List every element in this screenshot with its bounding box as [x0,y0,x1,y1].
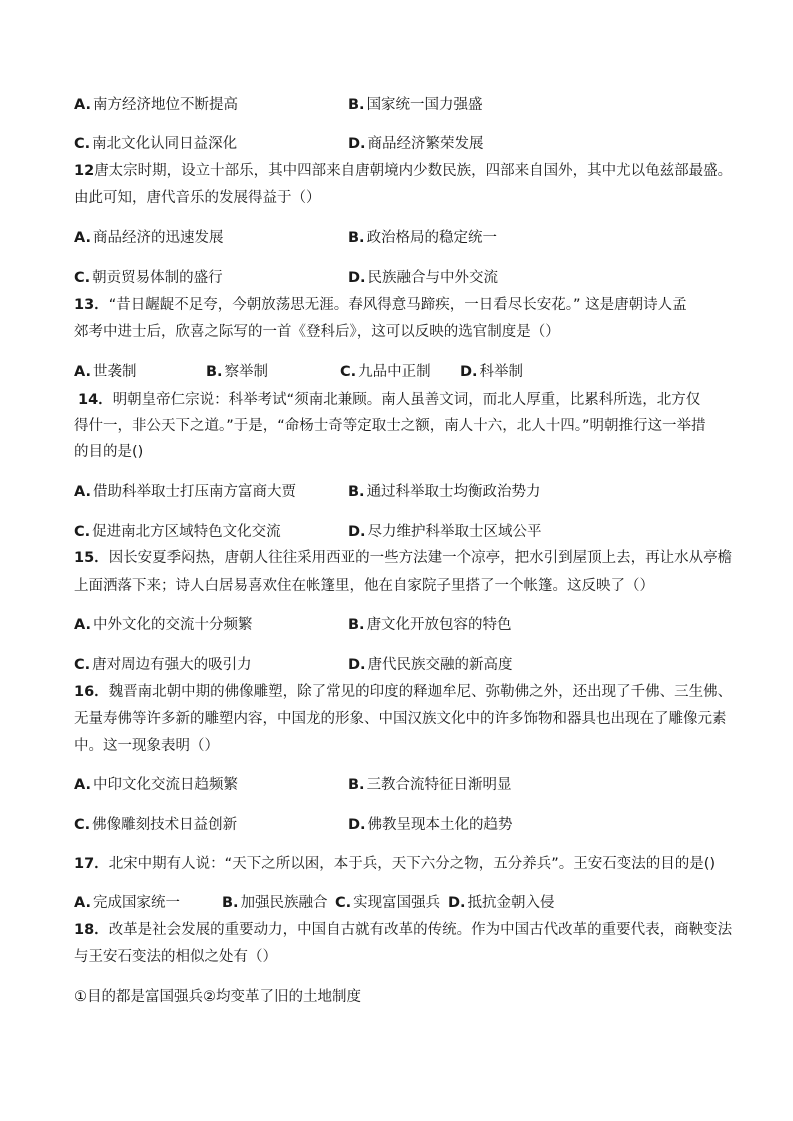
q16-option-c [74,815,237,835]
option-text: 加强民族融合 [240,895,328,911]
question-text: 因长安夏季闷热，唐朝人往往采用西亚的一些方法建一个凉亭，把水引到屋顶上去，再让水从亭檐 [108,550,733,566]
q15-option-d [348,655,513,675]
q14-option-d [348,522,542,542]
q16-option-d [348,815,513,835]
option-label: C. [340,364,357,380]
option-label: D. [448,895,466,911]
option-label: C. [335,895,352,911]
option-label: A. [74,617,91,633]
question-text: 改革是社会发展的重要动力，中国自古就有改革的传统。作为中国古代改革的重要代表，商鞅变法 [108,922,733,938]
option-text: 借助科举取士打压南方富商大贾 [93,484,296,500]
q18-stem-line2: 与王安石变法的相似之处有（） [74,949,277,965]
question-number: 14． [78,392,113,408]
option-text: 唐代民族交融的新高度 [367,657,513,673]
option-text: 商品经济的迅速发展 [93,230,224,246]
question-number: 17． [74,856,109,872]
q16-option-b [348,775,512,795]
q14-option-a [74,482,296,502]
option-text: 科举制 [479,364,524,380]
option-text: 实现富国强兵 [353,895,441,911]
q17-option-a [74,893,180,913]
q17-option-c [335,893,440,913]
q12-option-a [74,228,224,248]
q16-stem-line1 [74,682,732,702]
q13-stem-line1 [74,295,687,315]
q16-stem-line2: 无量寿佛等许多新的雕塑内容，中国龙的形象、中国汉族文化中的许多饰物和器具也出现在了雕像元素 [74,711,727,727]
option-label: A. [74,230,91,246]
option-text: 抵抗金朝入侵 [467,895,555,911]
question-number: 18． [74,922,109,938]
q14-stem-line1 [78,390,700,410]
option-text: 佛教呈现本土化的趋势 [367,817,513,833]
option-label: D. [348,817,366,833]
option-text: 朝贡贸易体制的盛行 [92,270,223,286]
q13-option-d [460,362,523,382]
q13-option-a [74,362,137,382]
option-label: B. [206,364,223,380]
question-number: 12 [74,163,95,179]
option-label: B. [348,777,365,793]
option-label: D. [460,364,478,380]
option-text: 九品中正制 [358,364,431,380]
q12-option-d [348,268,498,288]
option-label: B. [348,97,365,113]
option-text: 中外文化的交流十分频繁 [93,617,253,633]
question-number: 13． [74,297,109,313]
q17-option-b [222,893,328,913]
option-text: 南方经济地位不断提高 [93,97,238,113]
q15-stem-line2: 上面洒落下来；诗人白居易喜欢住在帐篷里，他在自家院子里搭了一个帐篷。这反映了（） [74,578,654,594]
option-text: 尽力维护科举取士区域公平 [367,524,542,540]
q11-option-a [74,95,238,115]
option-label: B. [348,484,365,500]
option-text: 商品经济繁荣发展 [367,136,484,152]
option-text: 民族融合与中外交流 [367,270,499,286]
option-text: 中印文化交流日趋频繁 [93,777,238,793]
q13-option-b [206,362,268,382]
option-label: A. [74,484,91,500]
option-text: 世袭制 [93,364,137,380]
q12-option-b [348,228,497,248]
q14-option-b [348,482,541,502]
option-text: 三教合流特征日渐明显 [366,777,512,793]
option-text: 完成国家统一 [93,895,180,911]
q11-option-c [74,134,237,154]
option-label: D. [348,657,366,673]
q11-option-d [348,134,484,154]
option-label: A. [74,895,91,911]
option-text: 察举制 [224,364,269,380]
q14-stem-line3: 的目的是() [74,444,144,460]
option-text: 政治格局的稳定统一 [366,230,498,246]
question-number: 16． [74,684,109,700]
option-label: A. [74,97,91,113]
q16-stem-line3: 中。这一现象表明（） [74,738,219,754]
q18-stem-line1 [74,920,732,940]
question-text: 明朝皇帝仁宗说：科举考试“须南北兼顾。南人虽善文词，而北人厚重，比累科所选，北方仅 [112,392,701,408]
option-label: C. [74,136,91,152]
option-text: 南北文化认同日益深化 [92,136,238,152]
question-text: “昔日龌龊不足夸，今朝放荡思无涯。春风得意马蹄疾，一日看尽长安花。” 这是唐朝诗人孟 [108,297,687,313]
question-text: 唐太宗时期，设立十部乐，其中四部来自唐朝境内少数民族，四部来自国外，其中尤以龟兹部最盛。 [94,163,733,179]
q14-option-c [74,522,281,542]
q17-option-d [448,893,555,913]
q15-option-b [348,615,512,635]
option-label: B. [222,895,239,911]
q18-statement-line: ①目的都是富国强兵②均变革了旧的土地制度 [74,989,361,1005]
option-label: C. [74,524,91,540]
q15-stem-line1 [74,548,732,568]
question-text: 北宋中期有人说：“天下之所以困，本于兵，天下六分之物，五分养兵”。王安石变法的目的是() [108,856,716,872]
option-text: 唐文化开放包容的特色 [366,617,512,633]
option-text: 佛像雕刻技术日益创新 [92,817,238,833]
q12-stem-line2: 由此可知，唐代音乐的发展得益于（） [74,190,321,206]
q11-option-b [348,95,483,115]
option-text: 通过科举取士均衡政治势力 [366,484,541,500]
q16-option-a [74,775,238,795]
q12-stem-line1 [74,161,732,181]
option-text: 唐对周边有强大的吸引力 [92,657,252,673]
q15-option-a [74,615,253,635]
option-label: C. [74,657,91,673]
option-label: A. [74,777,91,793]
q17-stem-line1 [74,854,715,874]
option-label: D. [348,524,366,540]
option-label: B. [348,230,365,246]
q14-stem-line2: 得什一，非公天下之道。”于是，“命杨士奇等定取士之额，南人十六，北人十四。”明朝推行这一举措 [74,418,706,434]
option-label: C. [74,817,91,833]
q13-stem-line2: 郊考中进士后，欣喜之际写的一首《登科后》，这可以反映的选官制度是（） [74,324,560,340]
option-label: C. [74,270,91,286]
option-label: D. [348,270,366,286]
option-label: D. [348,136,366,152]
option-label: A. [74,364,91,380]
question-number: 15． [74,550,109,566]
q13-option-c [340,362,431,382]
option-text: 促进南北方区域特色文化交流 [92,524,281,540]
option-label: B. [348,617,365,633]
q12-option-c [74,268,223,288]
q15-option-c [74,655,252,675]
option-text: 国家统一国力强盛 [366,97,483,113]
question-text: 魏晋南北朝中期的佛像雕塑，除了常见的印度的释迦牟尼、弥勒佛之外，还出现了千佛、三生佛、 [108,684,733,700]
